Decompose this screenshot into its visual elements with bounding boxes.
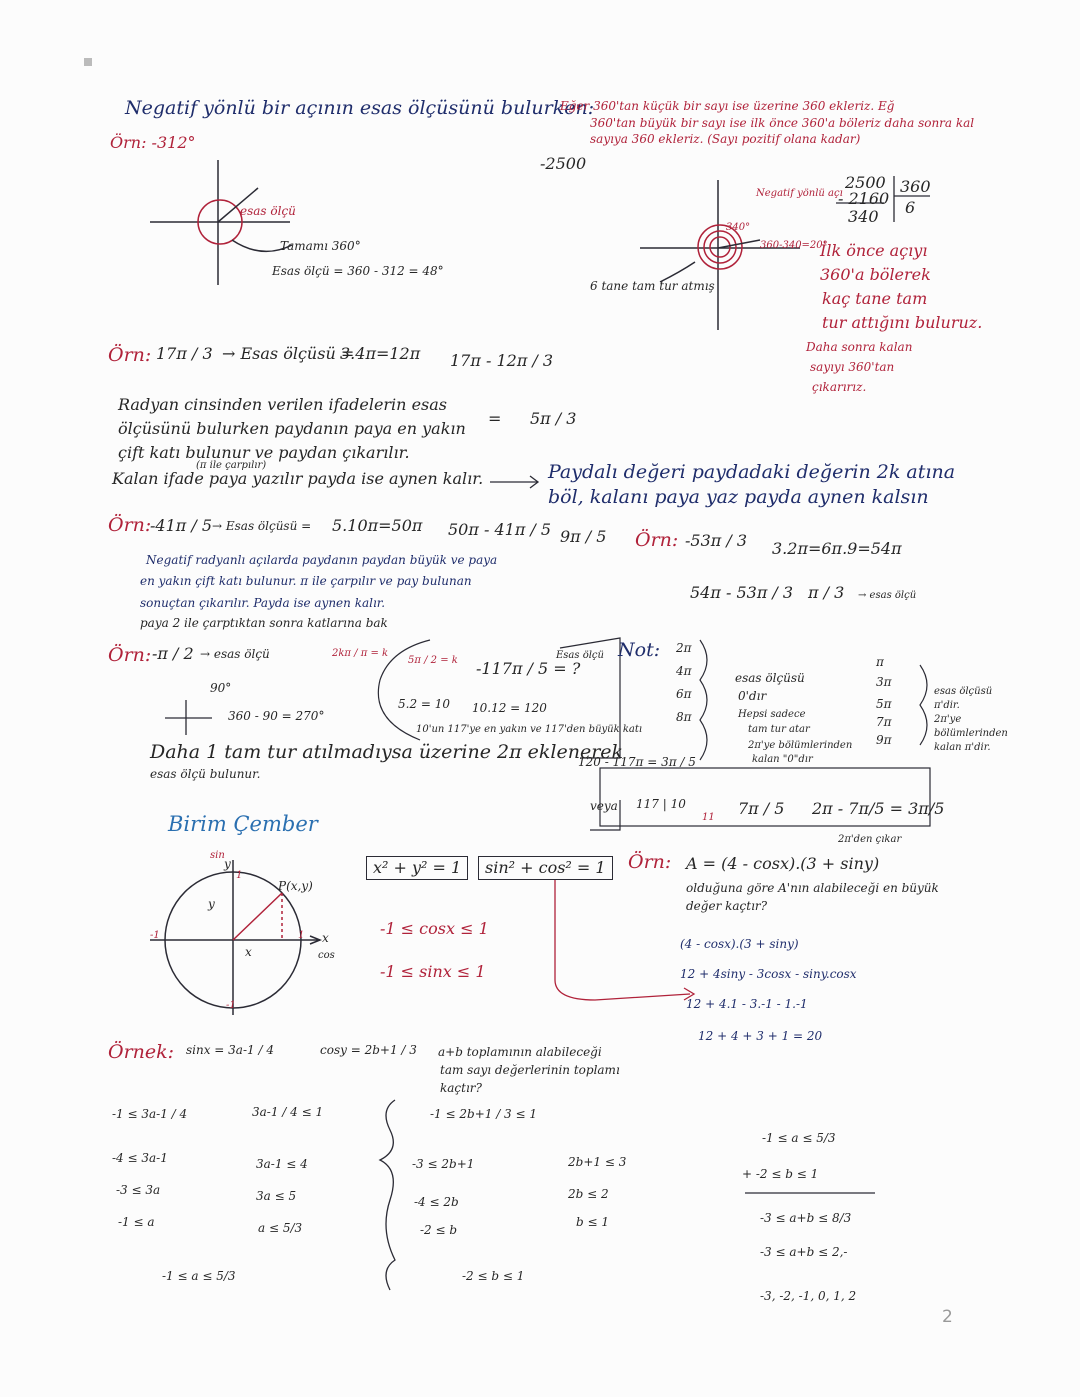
not-odd-2: 5π — [876, 697, 892, 711]
not-item-1: 4π — [676, 664, 692, 678]
ex7-q1: olduğuna göre A'nın alabileceği en büyük — [686, 881, 939, 895]
ex6-alt2: 11 — [702, 812, 715, 823]
ex3-calc: 3.4π=12π — [340, 344, 421, 363]
ex5-calc: 3.2π=6π.9=54π — [772, 539, 902, 558]
ex8-a4: -1 ≤ a — [118, 1215, 155, 1229]
identity-arrow — [555, 880, 694, 1000]
ex8-r4: -3 ≤ a+b ≤ 2,- — [760, 1245, 848, 1259]
ex4-neg-2: en yakın çift katı bulunur. π ile çarpılır ve pay bulunan — [140, 574, 472, 588]
ex7-s3: 12 + 4.1 - 3.-1 - 1.-1 — [686, 997, 808, 1011]
ex8-d4: b ≤ 1 — [576, 1215, 609, 1229]
ex2-deg340: 340° — [726, 222, 751, 233]
ex4-neg-4: paya 2 ile çarptıktan sonra katlarına bak — [140, 616, 388, 630]
ex8-c4: -2 ≤ b — [420, 1223, 458, 1237]
ex8-a3: -3 ≤ 3a — [116, 1183, 161, 1197]
rule-line-a: Eğer 360'tan küçük bir sayı ise üzerine 360 ekleriz. Eğ — [560, 99, 895, 113]
ex2-explain5: Daha sonra kalan — [806, 340, 913, 354]
not-item-2: 6π — [676, 687, 692, 701]
ex2-quotient: 6 — [905, 198, 916, 217]
cos-range: -1 ≤ cosx ≤ 1 — [380, 919, 489, 938]
ex8-aa: -1 ≤ a ≤ 5/3 — [162, 1269, 236, 1283]
unit-circle-y: y — [208, 897, 215, 911]
ex7-s1: (4 - cosx).(3 + siny) — [680, 937, 799, 951]
ex6-step1: 5.2 = 10 — [398, 697, 451, 711]
ex8-b4: a ≤ 5/3 — [258, 1221, 303, 1235]
ex6-label: Örn: — [108, 644, 152, 666]
ex4-neg-3: sonuçtan çıkarılır. Payda ise aynen kalır. — [140, 596, 386, 610]
ex6-alt3: 7π / 5 — [738, 799, 785, 818]
ex2-minus2500: -2500 — [540, 154, 587, 173]
ex8-label: Örnek: — [108, 1041, 175, 1063]
not-o3: 2π'ye — [934, 714, 962, 725]
unit-circle-neg-bottom: -1 — [226, 1000, 236, 1011]
ex8-b3: 3a ≤ 5 — [256, 1189, 297, 1203]
ex2-dividend: 2500 — [845, 173, 886, 192]
ex6-veya: veya — [590, 799, 618, 813]
unit-circle-cos: cos — [318, 950, 335, 961]
not-odd-3: 7π — [876, 715, 892, 729]
ex2-sub: - 2160 — [838, 189, 890, 208]
ex2-angle-diagram — [640, 180, 800, 330]
ex6-question-note: Esas ölçü — [556, 650, 604, 661]
ex8-d2: 2b+1 ≤ 3 — [568, 1155, 627, 1169]
not-t2: 0'dır — [738, 689, 767, 703]
ex2-calc20: 360-340=20° — [760, 240, 828, 251]
ex8-bb: -2 ≤ b ≤ 1 — [462, 1269, 525, 1283]
unit-circle-title: Birim Çember — [168, 812, 318, 836]
ex2-explain3: kaç tane tam — [822, 289, 928, 308]
ex7-s2: 12 + 4siny - 3cosx - siny.cosx — [680, 967, 857, 981]
ex6-calc: 360 - 90 = 270° — [228, 709, 325, 723]
ex1-label: Örn: -312° — [110, 133, 196, 152]
ex6-arrow: → esas ölçü — [200, 647, 270, 661]
radyan-rule-1: Radyan cinsinden verilen ifadelerin esas — [118, 395, 447, 414]
ex2-remainder: 340 — [848, 207, 879, 226]
ex8-r3: -3 ≤ a+b ≤ 8/3 — [760, 1211, 852, 1225]
ex6-step4: 120 - 117π = 3π / 5 — [578, 755, 696, 769]
not-item-3: 8π — [676, 710, 692, 724]
unit-circle-point: P(x,y) — [278, 879, 313, 893]
ex6-step3: 10'un 117'ye en yakın ve 117'den büyük katı — [416, 724, 643, 735]
radyan-rule-3: çift katı bulunur ve paydan çıkarılır. — [118, 443, 410, 462]
ex1-tamami: Tamamı 360° — [280, 239, 361, 253]
not-label: Not: — [618, 639, 661, 661]
ex3-label: Örn: — [108, 344, 152, 366]
unit-circle-x: x — [245, 945, 252, 959]
ex4-label: Örn: — [108, 514, 152, 536]
unit-circle-sin: sin — [210, 850, 225, 861]
brace — [380, 1100, 395, 1290]
unit-circle-y-axis: y — [224, 857, 231, 871]
ex8-c1: -1 ≤ 2b+1 / 3 ≤ 1 — [430, 1107, 538, 1121]
ex6-mid2: 5π / 2 = k — [408, 655, 458, 666]
ex5-frac: -53π / 3 — [685, 531, 748, 550]
ex8-cosy: cosy = 2b+1 / 3 — [320, 1043, 417, 1057]
ex4-arrow: → Esas ölçüsü = — [212, 519, 312, 533]
not-o1: esas ölçüsü — [934, 686, 993, 697]
radyan-rule-4: Kalan ifade paya yazılır payda ise aynen kalır. — [112, 469, 484, 488]
ex6-mid1: 2kπ / π = k — [332, 648, 389, 659]
ex2-divisor: 360 — [900, 177, 931, 196]
ex6-alt4: 2π - 7π/5 = 3π/5 — [812, 799, 945, 818]
not-o5: kalan π'dir. — [934, 742, 991, 753]
ex5-label: Örn: — [635, 529, 679, 551]
ex7-s4: 12 + 4 + 3 + 1 = 20 — [698, 1029, 823, 1043]
identity-sincos: sin² + cos² = 1 — [478, 856, 613, 880]
ex6-frac: -π / 2 — [152, 644, 194, 663]
ex6-daha-1: Daha 1 tam tur atılmadıysa üzerine 2π eklenerek — [150, 741, 624, 763]
ex8-a2: -4 ≤ 3a-1 — [112, 1151, 168, 1165]
ex8-q3: kaçtır? — [440, 1081, 482, 1095]
ex6-deg: 90° — [210, 681, 232, 695]
ex3-eq: = — [488, 409, 502, 428]
ex1-angle-diagram — [150, 160, 292, 285]
ex8-r5: -3, -2, -1, 0, 1, 2 — [760, 1289, 857, 1303]
unit-circle-neg-left: -1 — [150, 930, 160, 941]
ex6-angle-diagram — [165, 700, 212, 735]
ex6-alt5: 2π'den çıkar — [838, 834, 902, 845]
ex8-a1: -1 ≤ 3a-1 / 4 — [112, 1107, 188, 1121]
ex4-result: 9π / 5 — [560, 527, 607, 546]
ex1-esas-olcu: esas ölçü — [240, 204, 296, 218]
ex8-c3: -4 ≤ 2b — [414, 1195, 459, 1209]
radyan-rule-2: ölçüsünü bulurken paydanın paya en yakın — [118, 419, 466, 438]
ex7-expr: A = (4 - cosx).(3 + siny) — [686, 854, 880, 873]
not-o2: π'dir. — [934, 700, 960, 711]
ex2-explain7: çıkarırız. — [812, 380, 867, 394]
ex4-frac2: 50π - 41π / 5 — [448, 520, 552, 539]
ex5-result: π / 3 — [808, 583, 845, 602]
ex7-q2: değer kaçtır? — [686, 899, 768, 913]
rule-line-c: sayıya 360 ekleriz. (Sayı pozitif olana kadar) — [590, 132, 861, 146]
ex8-b1: 3a-1 / 4 ≤ 1 — [252, 1105, 324, 1119]
ex3-frac2: 17π - 12π / 3 — [450, 351, 554, 370]
negative-angle-heading: Negatif yönlü bir açının esas ölçüsünü bulurken: — [125, 97, 595, 119]
ex6-alt1: 117 | 10 — [636, 797, 686, 811]
not-item-0: 2π — [676, 641, 692, 655]
radyan-rule-3-note: (π ile çarpılır) — [196, 460, 267, 471]
not-t1: esas ölçüsü — [735, 671, 805, 685]
ex2-explain6: sayıyı 360'tan — [810, 360, 895, 374]
ex8-r2: + -2 ≤ b ≤ 1 — [742, 1167, 819, 1181]
not-odd-1: 3π — [876, 675, 892, 689]
ex3-result: 5π / 3 — [530, 409, 577, 428]
ex6-step2: 10.12 = 120 — [472, 701, 547, 715]
ex3-arrow: → Esas ölçüsü = — [222, 344, 355, 363]
radyan-aside-2: böl, kalanı paya yaz payda aynen kalsın — [548, 486, 929, 508]
not-t3: Hepsi sadece — [738, 709, 806, 720]
ex6-daha-2: esas ölçü bulunur. — [150, 767, 261, 781]
not-odd-4: 9π — [876, 733, 892, 747]
ex2-tur-note: 6 tane tam tur atmış — [590, 279, 715, 293]
ex4-calc: 5.10π=50π — [332, 516, 423, 535]
ex8-d3: 2b ≤ 2 — [568, 1187, 609, 1201]
rule-line-b: 360'tan büyük bir sayı ise ilk önce 360'a böleriz daha sonra kal — [590, 116, 975, 130]
rule-arrow — [490, 476, 538, 488]
ex7-label: Örn: — [628, 851, 672, 873]
identity-xy: x² + y² = 1 — [366, 856, 468, 880]
not-odd-0: π — [876, 655, 884, 669]
ex8-q2: tam sayı değerlerinin toplamı — [440, 1063, 620, 1077]
not-t4: tam tur atar — [748, 724, 810, 735]
ex2-negatif-label: Negatif yönlü açı — [756, 188, 843, 199]
not-o4: bölümlerinden — [934, 728, 1008, 739]
ex4-neg-1: Negatif radyanlı açılarda paydanın paydan büyük ve paya — [146, 553, 498, 567]
sin-range: -1 ≤ sinx ≤ 1 — [380, 962, 486, 981]
ex5-frac2: 54π - 53π / 3 — [690, 583, 794, 602]
unit-circle-one-top: 1 — [236, 870, 243, 881]
page-number: 2 — [942, 1307, 953, 1327]
ex2-explain1: İlk önce açıyı — [820, 241, 928, 260]
ex8-q1: a+b toplamının alabileceği — [438, 1045, 602, 1059]
ex6-question: -117π / 5 = ? — [476, 659, 581, 678]
ex8-c2: -3 ≤ 2b+1 — [412, 1157, 475, 1171]
unit-circle-one-right: 1 — [298, 930, 305, 941]
ex2-explain2: 360'a bölerek — [820, 265, 931, 284]
ex8-sinx: sinx = 3a-1 / 4 — [186, 1043, 274, 1057]
ex4-frac: -41π / 5 — [150, 516, 213, 535]
not-t6: kalan "0"dır — [752, 754, 813, 765]
ex8-r1: -1 ≤ a ≤ 5/3 — [762, 1131, 836, 1145]
not-t5: 2π'ye bölümlerinden — [748, 740, 853, 751]
ex5-note: → esas ölçü — [858, 590, 917, 601]
ex8-b2: 3a-1 ≤ 4 — [256, 1157, 308, 1171]
ex2-explain4: tur attığını buluruz. — [822, 313, 983, 332]
unit-circle-x-axis: x — [322, 931, 329, 945]
ex1-calc: Esas ölçü = 360 - 312 = 48° — [272, 264, 444, 278]
ex3-frac: 17π / 3 — [156, 344, 213, 363]
radyan-aside-1: Paydalı değeri paydadaki değerin 2k atına — [548, 461, 956, 483]
